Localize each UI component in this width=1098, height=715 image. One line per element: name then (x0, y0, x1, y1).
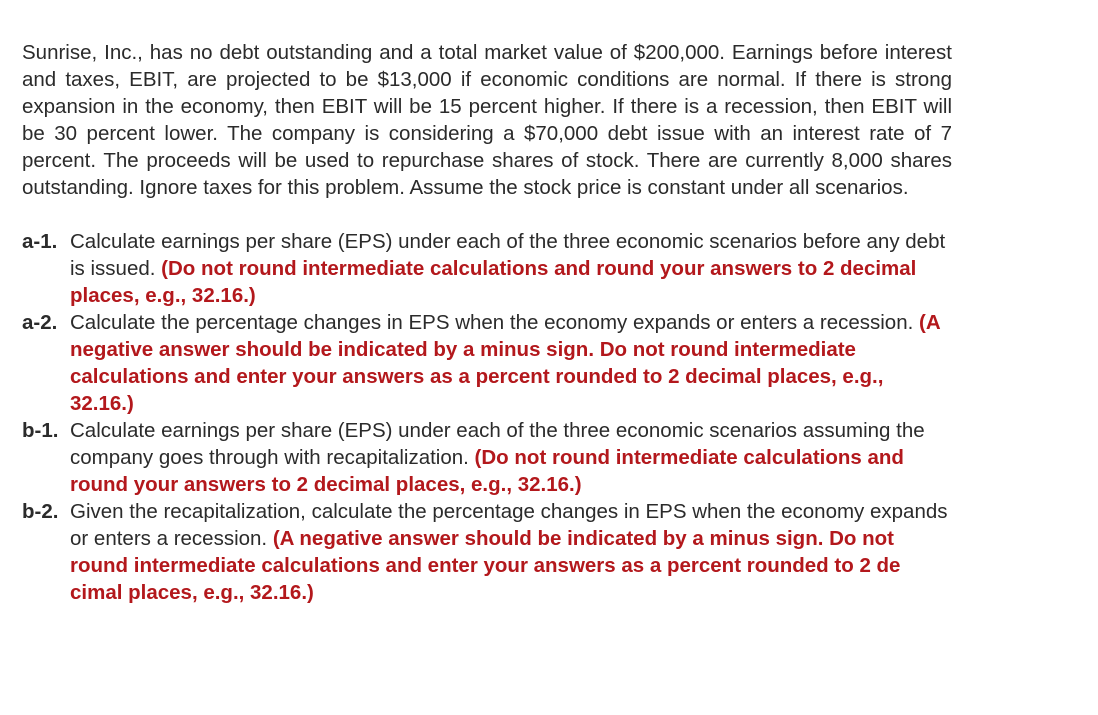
part-question-text: Calculate earnings per share (EPS) under each of the three economic scenarios assuming the company goes through with recapitalization. (70, 419, 925, 469)
part-instruction: (Do not round intermediate calculations and round your answers to 2 decimal places, e.g., 32.16.) (70, 446, 904, 496)
part-instruction: (Do not round intermediate calculations and round your answers to 2 decimal places, e.g., 32.16.) (70, 257, 917, 307)
part-label: b-2. (22, 500, 59, 523)
question-parts-list (22, 228, 952, 606)
part-label: a-2. (22, 311, 58, 334)
part-question-text: Calculate the percentage changes in EPS when the economy expands or enters a recession. (70, 311, 914, 334)
question-part-b1 (22, 417, 952, 498)
part-question-text: Calculate earnings per share (EPS) under each of the three economic scenarios before any debt is issued. (70, 230, 946, 280)
part-label: b-1. (22, 419, 59, 442)
problem-statement (22, 39, 952, 606)
part-instruction: (A negative answer should be indicated by a minus sign. Do not round intermediate calculations and enter your answers as a percent rounded to 2 de cimal places, e.g., 32.16.) (70, 527, 901, 604)
question-part-a1 (22, 228, 952, 309)
problem-intro: Sunrise, Inc., has no debt outstanding and a total market value of $200,000. Earnings before interest and taxes, EBIT, are projected to be $13,000 if economic conditions are normal. If there is strong expansion in the economy, then EBIT will be 15 percent higher. If there is a recession, then EBIT will be 30 percent lower. The company is considering a $70,000 debt issue with an interest rate of 7 percent. The proceeds will be used to repurchase shares of stock. There are currently 8,000 shares outstanding. Ignore taxes for this problem. Assume the stock price is constant under all scenarios. (22, 41, 952, 199)
question-part-a2 (22, 309, 952, 417)
question-part-b2 (22, 498, 952, 606)
part-label: a-1. (22, 230, 58, 253)
part-question-text: Given the recapitalization, calculate the percentage changes in EPS when the economy expands or enters a recession. (70, 500, 948, 550)
part-instruction: (A negative answer should be indicated by a minus sign. Do not round intermediate calculations and enter your answers as a percent rounded to 2 decimal places, e.g., 32.16.) (70, 311, 940, 415)
